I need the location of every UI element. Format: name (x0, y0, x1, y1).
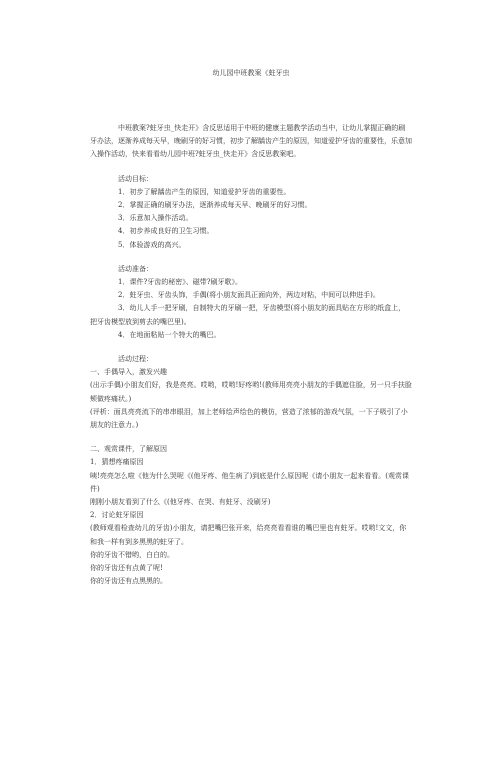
prep-item: 4．在地面粘贴一个特大的嘴巴。 (118, 330, 221, 339)
goal-item: 3．乐意加入操作活动。 (118, 214, 193, 223)
goal-item: 1．初步了解龋齿产生的原因，知道爱护牙齿的重要性。 (118, 187, 291, 196)
goal-item: 4．初步养成良好的卫生习惯。 (118, 227, 214, 236)
section-title: 一、手偶导入，激发兴趣 (90, 368, 167, 377)
section-title: 二、观赏课件，了解原因 (90, 445, 167, 454)
prep-item: 3．幼儿人手一把牙刷，自制特大的牙刷一把，牙齿模型(将小朋友的面具贴在方形的纸盒上，把牙齿模型放到剪去的嘴巴里)。 (90, 304, 406, 326)
prep-heading: 活动准备： (118, 264, 153, 273)
goal-item: 2．掌握正确的刷牙办法，逐渐养成每天早、晚刷牙的好习惯。 (118, 201, 312, 210)
prep-item: 2．蛀牙虫、牙齿头饰，手偶(将小朋友面具正面向外，两边对粘，中间可以伸进手)。 (118, 291, 380, 300)
goal-item: 5．体验游戏的高兴。 (118, 240, 186, 249)
process-heading: 活动过程： (118, 355, 153, 364)
section-paragraph: 你的牙齿还有点黑黑的。 (90, 577, 167, 586)
section-paragraph: 刚刚小朋友看到了什么《(他牙疼、在哭、有蛀牙、没刷牙) (90, 498, 271, 507)
section-paragraph: 你的牙齿还有点黄了呢! (90, 564, 163, 573)
document-page (0, 68, 500, 775)
section-paragraph: 你的牙齿不错哟，白白的。 (90, 550, 174, 559)
section-paragraph: (教师观看检查幼儿的牙齿)小朋友，请把嘴巴张开来，给亮亮看看谁的嘴巴里也有蛀牙。哎哟!文文，你和我一样有到多黑黑的蛀牙了。 (90, 524, 407, 546)
prep-item: 1．课件?牙齿的秘密》、磁带?刷牙歌》。 (118, 278, 242, 287)
section-paragraph: 咦!亮亮怎么啦《他为什么哭呢《(他牙疼、他生病了)到底是什么原因呢《请小朋友一起来看看。(观赏课件) (90, 471, 410, 493)
section-subtitle: 2．讨论蛀牙原因 (90, 511, 144, 520)
goals-heading: 活动目标： (118, 174, 153, 183)
section-paragraph: (评析：面具亮亮流下的串串眼泪，加上老师绘声绘色的模仿，营造了浓郁的游戏气氛，一下子吸引了小朋友的注意力。) (90, 407, 408, 430)
document-title: 幼儿园中班教案《蛀牙虫 (212, 69, 290, 77)
section-paragraph: (出示手偶)小朋友们好，我是亮亮。哎哟，哎哟!好疼哟!(教师用亮亮小朋友的手偶遮住脸，另一只手扶脸颊做疼痛状。) (90, 381, 412, 403)
intro-paragraph: 中班教案?蛀牙虫_快走开》含反思适用于中班的健康主题教学活动当中，让幼儿掌握正确的刷牙办法，逐渐养成每天早，晚刷牙的好习惯，初步了解龋齿产生的原因，知道爱护牙齿的重要性，乐意加入操作活动，快来看看幼儿园中班?蛀牙虫_快走开》含反思教案吧。 (90, 124, 412, 159)
section-subtitle: 1．猜想疼痛原因 (90, 458, 144, 467)
